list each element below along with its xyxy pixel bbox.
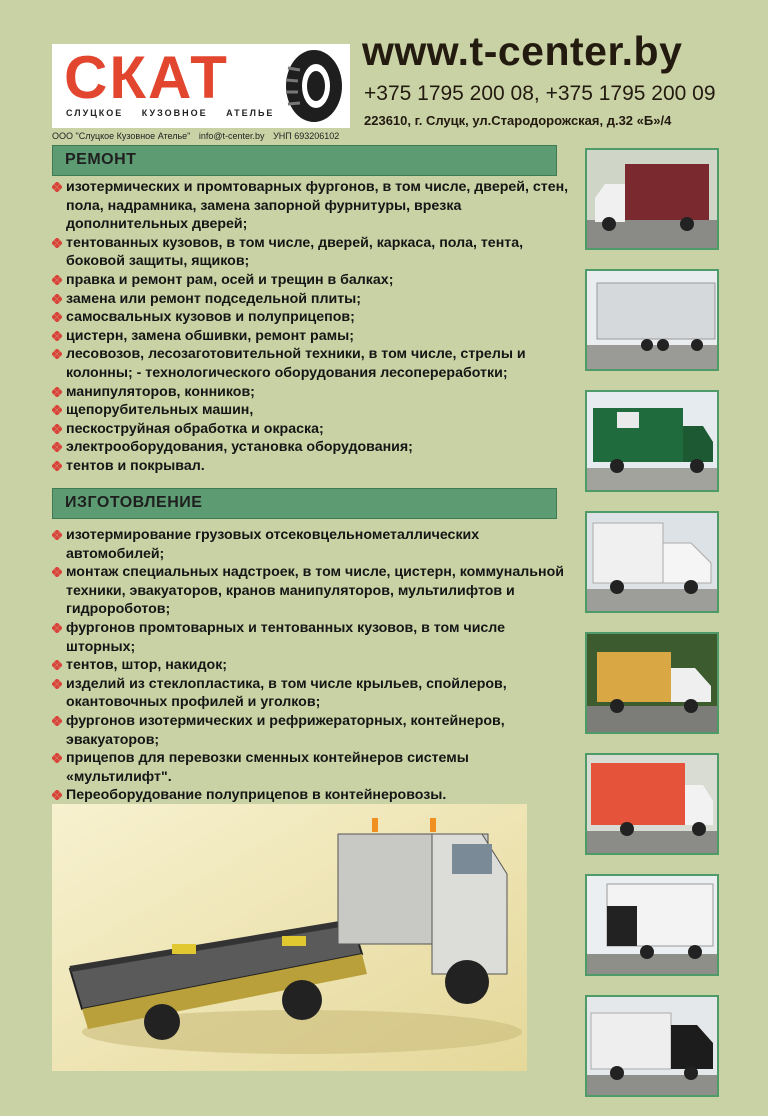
bullet-icon xyxy=(52,442,62,452)
bullet-icon xyxy=(52,312,62,322)
bullet-icon xyxy=(52,275,62,285)
section-repair-header xyxy=(52,145,557,176)
list-item xyxy=(52,420,572,439)
list-item xyxy=(52,290,572,309)
list-item-text: щепорубительных машин, xyxy=(66,402,254,419)
list-item-text: пескоструйная обработка и окраска; xyxy=(66,420,324,437)
list-item xyxy=(52,438,572,457)
list-item xyxy=(52,457,572,476)
list-item xyxy=(52,712,572,749)
company-line xyxy=(52,131,345,141)
bullet-icon xyxy=(52,623,62,633)
bullet-icon xyxy=(52,679,62,689)
list-item xyxy=(52,526,572,563)
list-item xyxy=(52,749,572,786)
list-item-text: монтаж специальных надстроек, в том числе, цистерн, коммунальной техники, эвакуаторов, кранов манипуляторов, мультилифтов и гидророботов; xyxy=(66,564,564,618)
list-item-text: правка и ремонт рам, осей и трещин в балках; xyxy=(66,271,394,288)
list-item-text: цистерн, замена обшивки, ремонт рамы; xyxy=(66,327,354,344)
bullet-icon xyxy=(52,753,62,763)
truck-photo-column xyxy=(585,148,719,1116)
list-item xyxy=(52,656,572,675)
tow-truck-photo xyxy=(52,804,527,1071)
company-email[interactable]: info@t-center.by xyxy=(198,131,265,141)
bullet-icon xyxy=(52,424,62,434)
list-item-text: электрооборудования, установка оборудования; xyxy=(66,439,413,456)
bullet-icon xyxy=(52,660,62,670)
bullet-icon xyxy=(52,567,62,577)
list-item xyxy=(52,234,572,271)
manufacturing-list xyxy=(52,526,572,805)
list-item xyxy=(52,619,572,656)
list-item-text: тентов и покрывал. xyxy=(66,457,205,474)
list-item-text: изотермирование грузовых отсековцельнометаллических автомобилей; xyxy=(66,527,480,562)
truck-photo xyxy=(585,874,719,976)
company-unp: УНП 693206102 xyxy=(273,131,340,141)
bullet-icon xyxy=(52,530,62,540)
bullet-icon xyxy=(52,387,62,397)
bullet-icon xyxy=(52,182,62,192)
truck-photo xyxy=(585,148,719,250)
section-manufacturing-header xyxy=(52,488,557,519)
bullet-icon xyxy=(52,405,62,415)
list-item-text: манипуляторов, конников; xyxy=(66,383,255,400)
bullet-icon xyxy=(52,716,62,726)
truck-photo xyxy=(585,632,719,734)
list-item xyxy=(52,345,572,382)
company-name: ООО "Слуцкое Кузовное Ателье" xyxy=(52,131,191,141)
list-item xyxy=(52,327,572,346)
bullet-icon xyxy=(52,294,62,304)
truck-photo xyxy=(585,995,719,1097)
bullet-icon xyxy=(52,331,62,341)
phone-numbers: +375 1795 200 08, +375 1795 200 09 xyxy=(364,82,716,105)
list-item-text: фургонов изотермических и рефрижераторных, контейнеров, эвакуаторов; xyxy=(66,712,505,748)
list-item-text: фургонов промтоварных и тентованных кузовов, в том числе шторных; xyxy=(66,619,506,655)
list-item xyxy=(52,383,572,402)
logo-subtitle: СЛУЦКОЕ КУЗОВНОЕ АТЕЛЬЕ xyxy=(66,108,275,118)
list-item-text: замена или ремонт подседельной плиты; xyxy=(66,290,362,307)
bullet-icon xyxy=(52,790,62,800)
list-item-text: самосвальных кузовов и полуприцепов; xyxy=(66,309,355,326)
list-item-text: прицепов для перевозки сменных контейнеров системы «мультилифт". xyxy=(66,750,469,785)
section-title: РЕМОНТ xyxy=(65,151,137,168)
list-item-text: Переоборудование полуприцепов в контейнеровозы. xyxy=(66,787,447,804)
list-item xyxy=(52,271,572,290)
logo xyxy=(52,44,350,128)
truck-photo xyxy=(585,269,719,371)
list-item xyxy=(52,563,572,619)
list-item xyxy=(52,178,572,234)
list-item-text: изделий из стеклопластика, в том числе крыльев, спойлеров, окантовочных профилей и уголков; xyxy=(66,675,507,711)
list-item-text: тентов, штор, накидок; xyxy=(66,657,228,674)
truck-photo xyxy=(585,390,719,492)
section-title: ИЗГОТОВЛЕНИЕ xyxy=(65,494,203,511)
list-item xyxy=(52,401,572,420)
address: 223610, г. Слуцк, ул.Стародорожская, д.32 «Б»/4 xyxy=(364,113,672,128)
bullet-icon xyxy=(52,349,62,359)
bullet-icon xyxy=(52,238,62,248)
bullet-icon xyxy=(52,461,62,471)
truck-photo xyxy=(585,753,719,855)
website[interactable]: www.t-center.by xyxy=(362,28,683,74)
list-item-text: тентованных кузовов, в том числе, дверей, каркаса, пола, тента, боковой защиты, ящиков; xyxy=(66,234,524,270)
list-item-text: лесовозов, лесозаготовительной техники, в том числе, стрелы и колонны; - технологического оборудования лесопереработки; xyxy=(66,346,526,381)
list-item xyxy=(52,675,572,712)
logo-text: СКАТ xyxy=(64,44,229,111)
list-item-text: изотермических и промтоварных фургонов, в том числе, дверей, стен, пола, надрамника, замена запорной фурнитуры, врезка дополнительных дверей; xyxy=(66,179,569,233)
list-item xyxy=(52,308,572,327)
repair-list xyxy=(52,178,572,476)
truck-photo xyxy=(585,511,719,613)
list-item xyxy=(52,786,572,805)
